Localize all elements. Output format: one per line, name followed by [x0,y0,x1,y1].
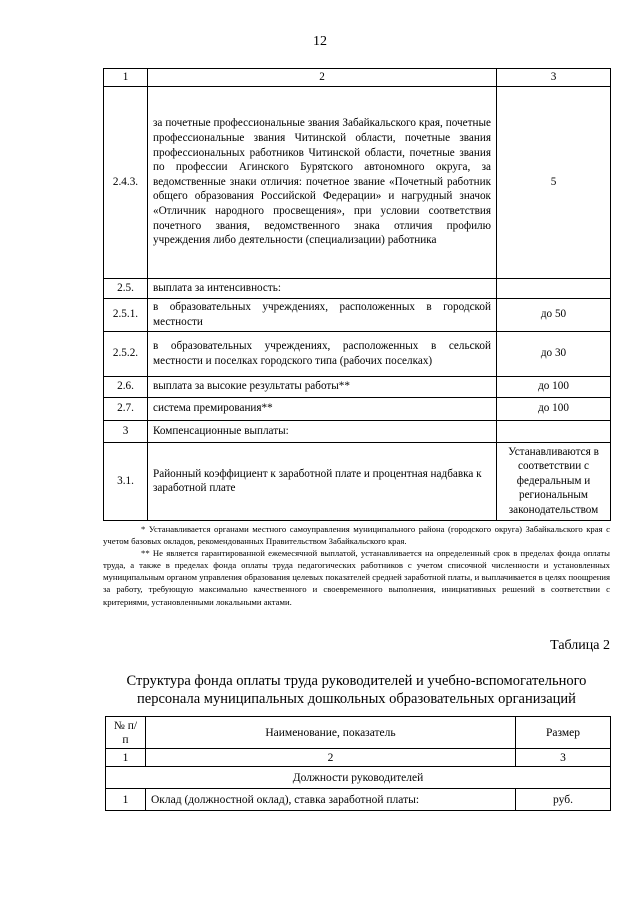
row-value [497,278,611,298]
table-index-row [106,749,611,767]
header-name: Наименование, показатель [146,717,516,749]
footnote-1: * Устанавливается органами местного самоуправления муниципального района (городского округа) Забайкальского края с учетом базовых окладов, рекомендованных Правительством Забайкальского края. [103,524,610,547]
table-row [104,397,611,420]
table-row [106,789,611,811]
table-row [104,376,611,397]
row-text: выплата за высокие результаты работы** [148,376,497,397]
row-value: до 100 [497,376,611,397]
row-text: выплата за интенсивность: [148,278,497,298]
row-text: система премирования** [148,397,497,420]
table-row [104,86,611,278]
row-text: Компенсационные выплаты: [148,420,497,442]
row-number: 3 [104,420,148,442]
row-name: Оклад (должностной оклад), ставка заработной платы: [146,789,516,811]
index-col-1: 1 [106,749,146,767]
page-number: 12 [313,34,327,49]
row-number: 2.7. [104,397,148,420]
table-row [104,442,611,520]
row-value: до 100 [497,397,611,420]
section-title: Должности руководителей [106,767,611,789]
management-staff-table [105,716,611,811]
row-text: в образовательных учреждениях, расположенных в городской местности [148,298,497,331]
index-col-3: 3 [516,749,611,767]
row-size: руб. [516,789,611,811]
header-col-1: 1 [104,69,148,87]
table-header-row [104,69,611,87]
header-col-3: 3 [497,69,611,87]
header-size: Размер [516,717,611,749]
row-text: Районный коэффициент к заработной плате и процентная надбавка к заработной плате [148,442,497,520]
row-value: до 50 [497,298,611,331]
row-number: 1 [106,789,146,811]
row-text: в образовательных учреждениях, расположенных в сельской местности и поселках городского типа (рабочих поселках) [148,331,497,376]
row-value: до 30 [497,331,611,376]
table-2-caption: Структура фонда оплаты труда руководителей и учебно-вспомогательного персонала муниципальных дошкольных образовательных организаций [126,673,587,707]
table-section-row [106,767,611,789]
row-value [497,420,611,442]
table-2-label: Таблица 2 [550,638,610,653]
row-number: 2.5. [104,278,148,298]
table-header-row [106,717,611,749]
row-number: 2.5.2. [104,331,148,376]
index-col-2: 2 [146,749,516,767]
header-col-2: 2 [148,69,497,87]
row-text: за почетные профессиональные звания Забайкальского края, почетные профессиональные звания Читинской области, почетные звания профессиональных работников Читинской области, почетные звания по профессии Агинского Бурятского автономного округа, за ведомственные знаки отличия: почетное звание «Почетный работник общего образования Российской Федерации» и нагрудный значок «Отличник народного просвещения», при условии соответствия почетного звания, ведомственного знака отличия профилю учреждения либо деятельности (специализации) работника [148,86,497,278]
header-num: № п/п [106,717,146,749]
row-value: Устанавливаются в соответствии с федеральным и региональным законодательством [497,442,611,520]
row-number: 3.1. [104,442,148,520]
footnote-2: ** Не является гарантированной ежемесячной выплатой, устанавливается на определенный срок в пределах фонда оплаты труда, а также в пределах фонда оплаты труда педагогических работников с учетом списочной численности и установленных муниципальным органом управления образования целевых показателей средней заработной платы, и выплачивается в целях поощрения за работу, требующую максимально качественного и своевременного выполнения, инициативных решений в соответствии с критериями, установленными локальными актами. [103,548,610,607]
row-number: 2.4.3. [104,86,148,278]
table-row [104,278,611,298]
table-row [104,420,611,442]
row-number: 2.5.1. [104,298,148,331]
row-value: 5 [497,86,611,278]
table-row [104,331,611,376]
salary-structure-table [103,68,611,521]
table-row [104,298,611,331]
footnotes [103,523,610,608]
row-number: 2.6. [104,376,148,397]
